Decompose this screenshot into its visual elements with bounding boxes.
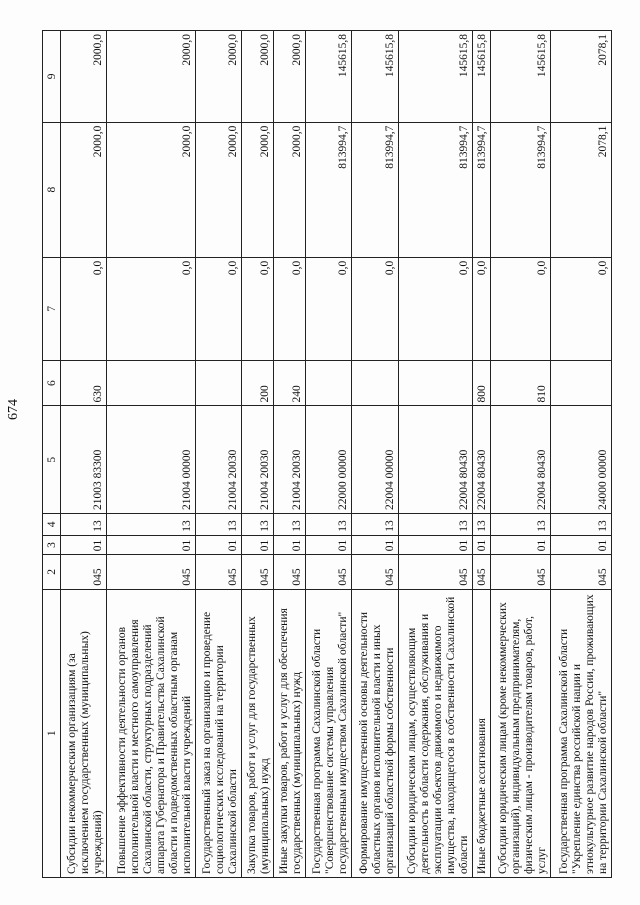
expense-type-cell (551, 360, 612, 406)
section-code-cell: 01 (551, 535, 612, 554)
target-article-cell: 24000 00000 (551, 406, 612, 514)
ministry-code-cell: 045 (196, 555, 242, 589)
target-article-cell: 21004 20030 (196, 406, 242, 514)
value-col8-cell: 813994,7 (306, 122, 352, 257)
section-code-cell: 01 (196, 535, 242, 554)
expense-type-cell (196, 360, 242, 406)
section-code-cell: 01 (352, 535, 398, 554)
row-name-cell: Субсидии юридическим лицам (кроме некоммерческих организаций), индивидуальным предпринимателям, физическим лицам - производителям товаров, работ, услуг (490, 589, 550, 877)
section-code-cell: 01 (274, 535, 306, 554)
section-code-cell: 01 (490, 535, 550, 554)
table-row (551, 31, 612, 878)
value-col9-cell: 2000,0 (107, 31, 196, 123)
expense-type-cell (398, 360, 473, 406)
subsection-code-cell: 13 (61, 514, 107, 536)
value-col9-cell: 2000,0 (196, 31, 242, 123)
value-col9-cell: 2000,0 (61, 31, 107, 123)
value-col7-cell: 0,0 (107, 257, 196, 360)
row-name-cell: Формирование имущественной основы деятельности областных органов исполнительной власти и иных организаций областной формы собственности (352, 589, 398, 877)
value-col9-cell: 2000,0 (274, 31, 306, 123)
table-row (107, 31, 196, 878)
table-row (196, 31, 242, 878)
value-col7-cell: 0,0 (196, 257, 242, 360)
budget-table (42, 30, 612, 878)
row-name-cell: Повышение эффективности деятельности органов исполнительной власти и местного самоуправления Сахалинской области, структурных подразделений аппарата Губернатора и Правительства Сахалинской области и подведомственных областным органам исполнительной власти учреждений (107, 589, 196, 877)
value-col9-cell: 145615,8 (490, 31, 550, 123)
value-col7-cell: 0,0 (551, 257, 612, 360)
expense-type-cell: 200 (242, 360, 274, 406)
section-code-cell: 01 (306, 535, 352, 554)
table-row (398, 31, 473, 878)
subsection-code-cell: 13 (490, 514, 550, 536)
expense-type-cell (107, 360, 196, 406)
table-header-row (43, 31, 61, 878)
row-name-cell: Государственная программа Сахалинской области "Укрепление единства российской нации и этнокультурное развитие народов России, проживающих на территории Сахалинской области" (551, 589, 612, 877)
subsection-code-cell: 13 (398, 514, 473, 536)
target-article-cell: 22004 00000 (352, 406, 398, 514)
header-cell: 3 (43, 535, 61, 554)
target-article-cell: 22004 80430 (473, 406, 491, 514)
value-col9-cell: 2000,0 (242, 31, 274, 123)
subsection-code-cell: 13 (306, 514, 352, 536)
value-col8-cell: 2000,0 (196, 122, 242, 257)
value-col7-cell: 0,0 (61, 257, 107, 360)
value-col9-cell: 145615,8 (473, 31, 491, 123)
target-article-cell: 22004 80430 (490, 406, 550, 514)
expense-type-cell: 810 (490, 360, 550, 406)
section-code-cell: 01 (61, 535, 107, 554)
table-body (61, 31, 612, 878)
value-col8-cell: 2000,0 (107, 122, 196, 257)
ministry-code-cell: 045 (306, 555, 352, 589)
ministry-code-cell: 045 (107, 555, 196, 589)
row-name-cell: Государственная программа Сахалинской области "Совершенствование системы управления государственным имуществом Сахалинской области" (306, 589, 352, 877)
value-col7-cell: 0,0 (352, 257, 398, 360)
subsection-code-cell: 13 (242, 514, 274, 536)
row-name-cell: Государственный заказ на организацию и проведение социологических исследований на территории Сахалинской области (196, 589, 242, 877)
row-name-cell: Иные бюджетные ассигнования (473, 589, 491, 877)
target-article-cell: 21004 20030 (242, 406, 274, 514)
table-row (242, 31, 274, 878)
value-col7-cell: 0,0 (242, 257, 274, 360)
target-article-cell: 22000 00000 (306, 406, 352, 514)
value-col7-cell: 0,0 (306, 257, 352, 360)
expense-type-cell: 800 (473, 360, 491, 406)
target-article-cell: 21003 83300 (61, 406, 107, 514)
value-col8-cell: 813994,7 (398, 122, 473, 257)
header-cell: 1 (43, 589, 61, 877)
target-article-cell: 21004 00000 (107, 406, 196, 514)
header-cell: 9 (43, 31, 61, 123)
table-row (352, 31, 398, 878)
value-col9-cell: 145615,8 (352, 31, 398, 123)
value-col9-cell: 2078,1 (551, 31, 612, 123)
subsection-code-cell: 13 (473, 514, 491, 536)
value-col8-cell: 813994,7 (352, 122, 398, 257)
ministry-code-cell: 045 (352, 555, 398, 589)
table-row (61, 31, 107, 878)
table-row (490, 31, 550, 878)
section-code-cell: 01 (473, 535, 491, 554)
ministry-code-cell: 045 (490, 555, 550, 589)
value-col7-cell: 0,0 (473, 257, 491, 360)
expense-type-cell (306, 360, 352, 406)
value-col8-cell: 2078,1 (551, 122, 612, 257)
section-code-cell: 01 (107, 535, 196, 554)
ministry-code-cell: 045 (398, 555, 473, 589)
ministry-code-cell: 045 (242, 555, 274, 589)
row-name-cell: Субсидии юридическим лицам, осуществляющим деятельность в области содержания, обслуживания и эксплуатации объектов движимого и недвижимого имущества, находящегося в собственности Сахалинской области (398, 589, 473, 877)
subsection-code-cell: 13 (274, 514, 306, 536)
budget-table-sheet (42, 30, 612, 878)
value-col7-cell: 0,0 (398, 257, 473, 360)
subsection-code-cell: 13 (196, 514, 242, 536)
subsection-code-cell: 13 (352, 514, 398, 536)
table-row (473, 31, 491, 878)
value-col8-cell: 2000,0 (274, 122, 306, 257)
ministry-code-cell: 045 (473, 555, 491, 589)
value-col8-cell: 2000,0 (242, 122, 274, 257)
page-number: 674 (6, 399, 21, 420)
expense-type-cell: 630 (61, 360, 107, 406)
subsection-code-cell: 13 (551, 514, 612, 536)
expense-type-cell: 240 (274, 360, 306, 406)
ministry-code-cell: 045 (551, 555, 612, 589)
subsection-code-cell: 13 (107, 514, 196, 536)
value-col8-cell: 2000,0 (61, 122, 107, 257)
header-cell: 8 (43, 122, 61, 257)
table-row (274, 31, 306, 878)
row-name-cell: Иные закупки товаров, работ и услуг для обеспечения государственных (муниципальных) нужд (274, 589, 306, 877)
value-col9-cell: 145615,8 (306, 31, 352, 123)
row-name-cell: Субсидии некоммерческим организациям (за исключением государственных (муниципальных) учреждений) (61, 589, 107, 877)
expense-type-cell (352, 360, 398, 406)
value-col9-cell: 145615,8 (398, 31, 473, 123)
header-cell: 7 (43, 257, 61, 360)
value-col8-cell: 813994,7 (490, 122, 550, 257)
header-cell: 2 (43, 555, 61, 589)
ministry-code-cell: 045 (61, 555, 107, 589)
header-cell: 6 (43, 360, 61, 406)
ministry-code-cell: 045 (274, 555, 306, 589)
header-cell: 5 (43, 406, 61, 514)
table-row (306, 31, 352, 878)
target-article-cell: 21004 20030 (274, 406, 306, 514)
value-col7-cell: 0,0 (490, 257, 550, 360)
row-name-cell: Закупка товаров, работ и услуг для государственных (муниципальных) нужд (242, 589, 274, 877)
value-col7-cell: 0,0 (274, 257, 306, 360)
value-col8-cell: 813994,7 (473, 122, 491, 257)
target-article-cell: 22004 80430 (398, 406, 473, 514)
section-code-cell: 01 (398, 535, 473, 554)
header-cell: 4 (43, 514, 61, 536)
section-code-cell: 01 (242, 535, 274, 554)
